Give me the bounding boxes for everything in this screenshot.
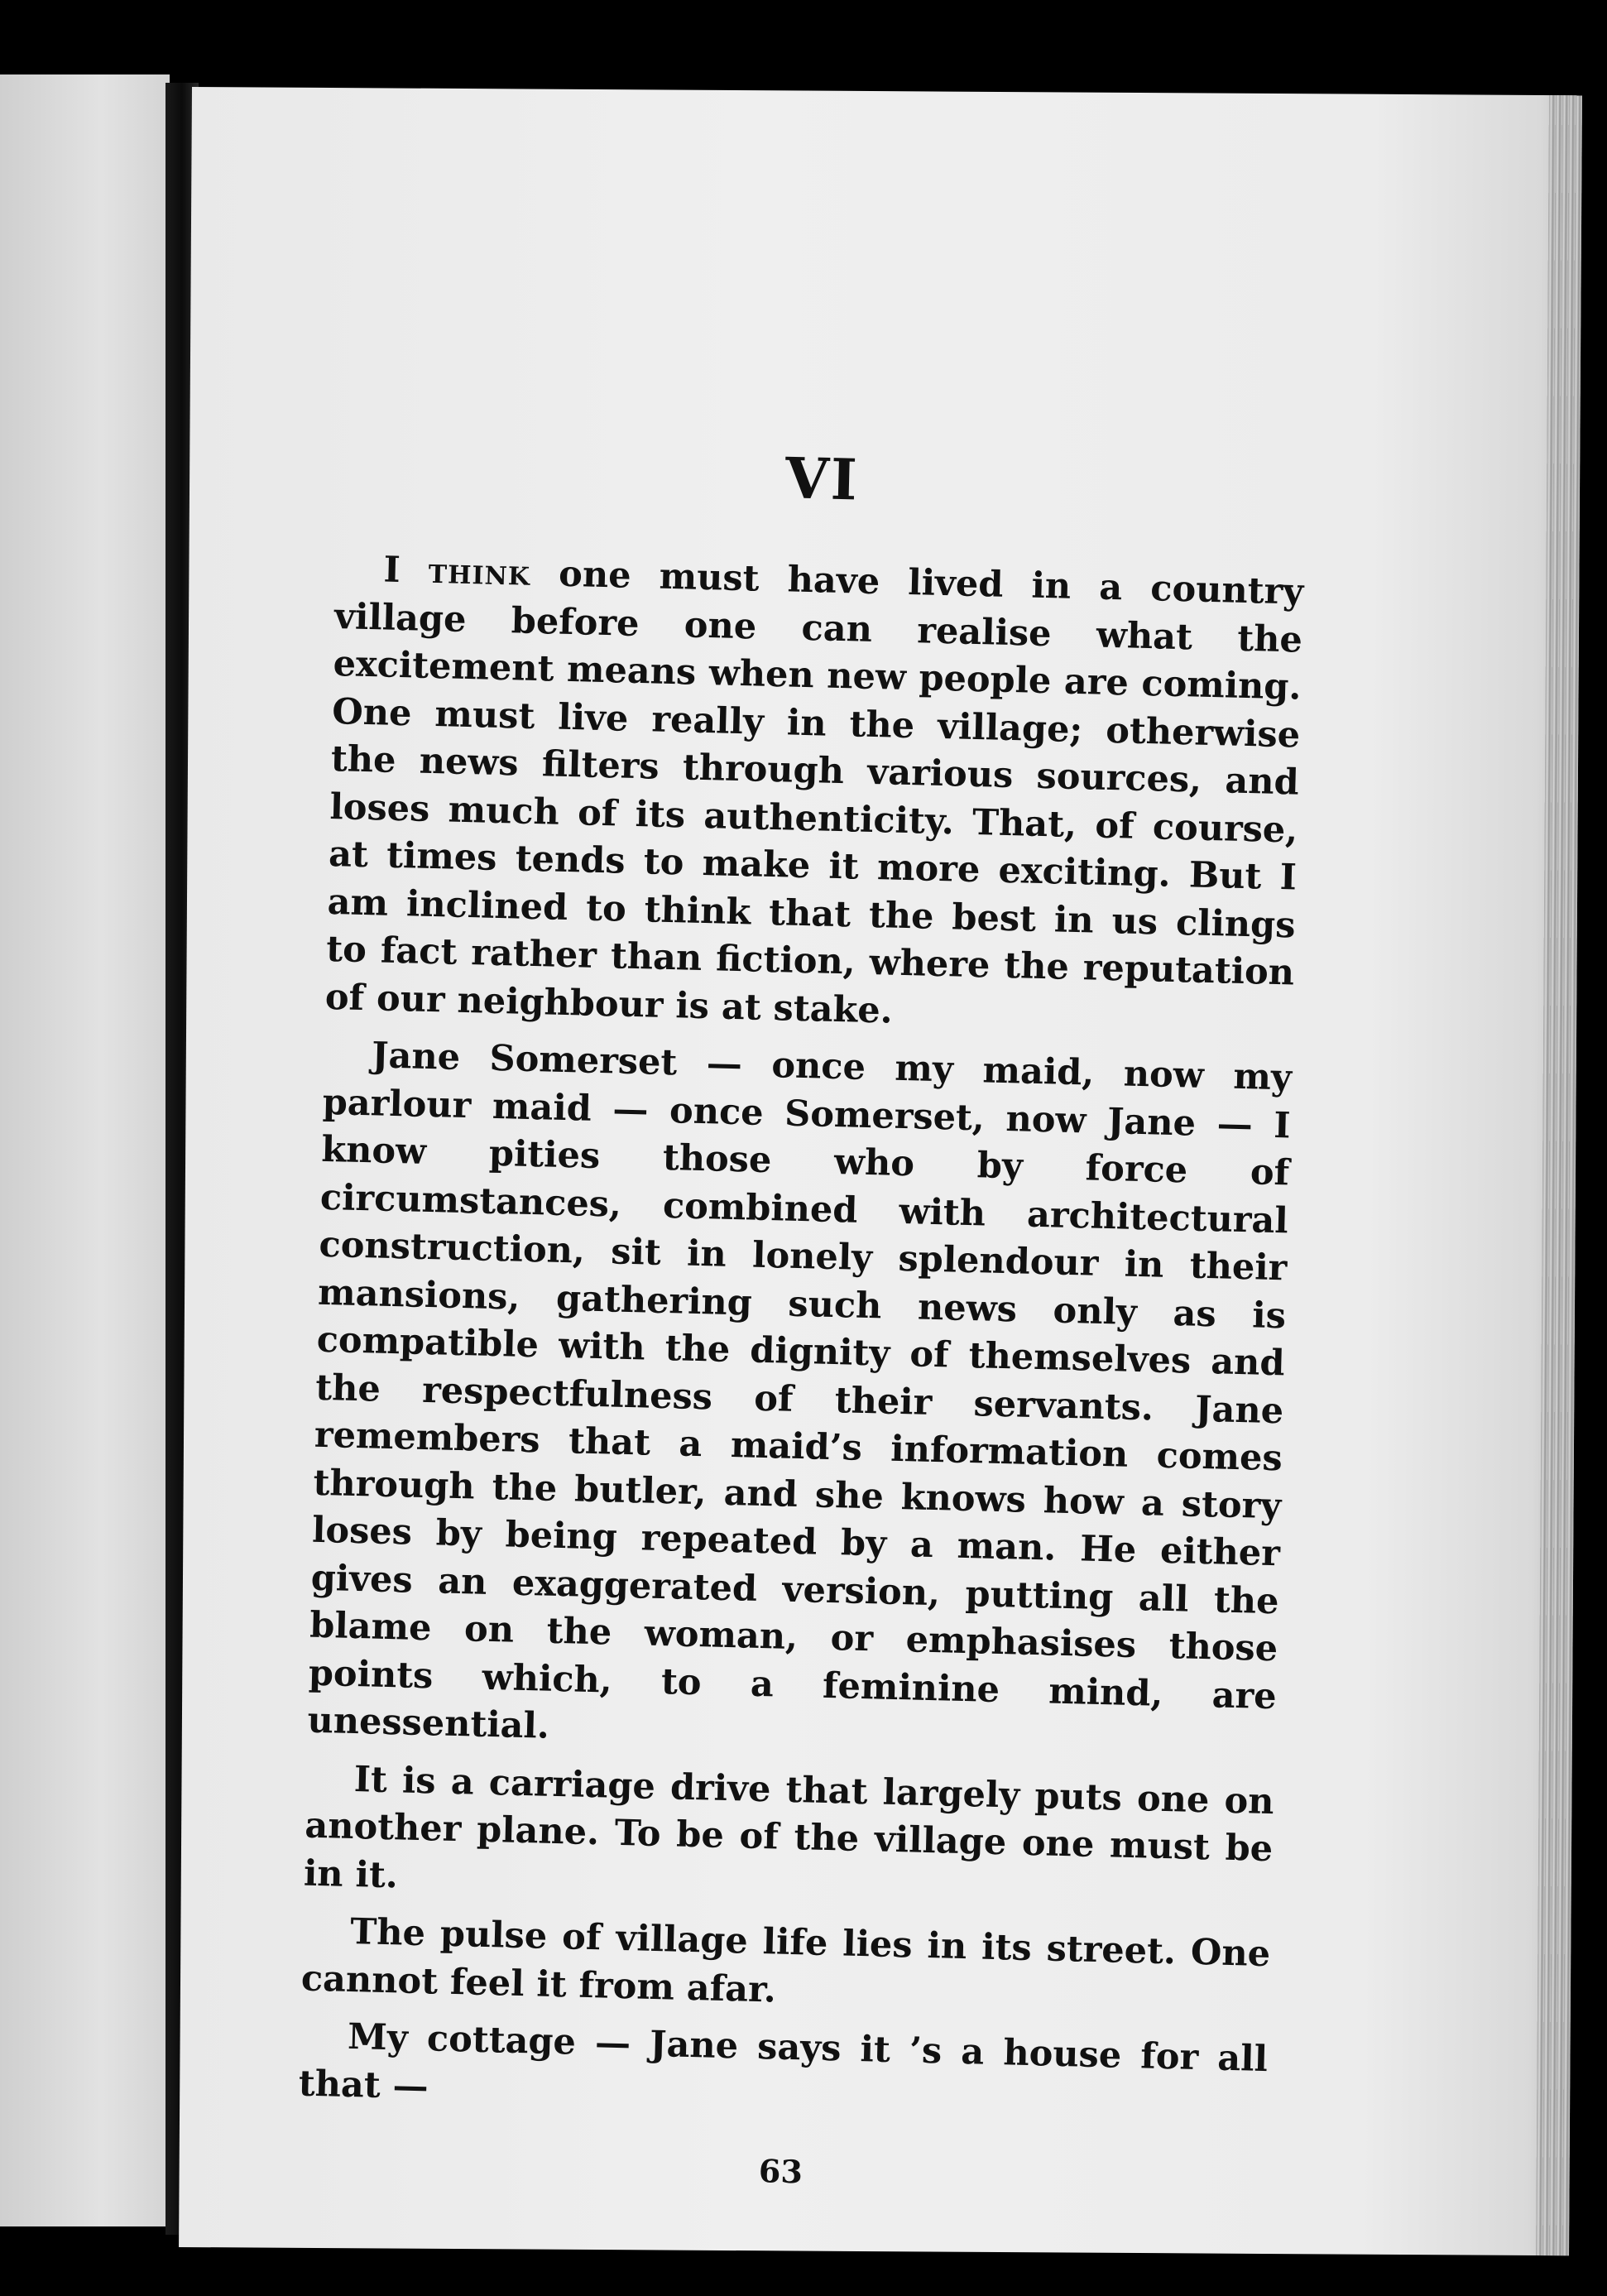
book-page [179, 87, 1582, 2255]
page-fore-edge [1536, 95, 1582, 2255]
paragraph: My cottage — Jane says it ’s a house for all that — [298, 2015, 1269, 2107]
paragraph [324, 545, 1304, 1045]
paragraph: It is a carriage drive that largely puts one on another plane. To be of the village one must be in it. [303, 1758, 1275, 1896]
paragraph-lead: I [382, 549, 401, 591]
paragraph: Jane Somerset — once my maid, now my parlour maid — once Somerset, now Jane — I know pities those who by force of circumstances, combined with architectural construction, sit in lonely splendour in their mansions, gathering such news only as is compatible with the dignity of themselves and the respectfulness of their servants. Jane remembers that a maid’s information comes through the butler, and she knows how a story loses by being repeated by a man. He either gives an exaggerated version, putting all the blame on the woman, or emphasises those points which, to a feminine mind, are unessential. [306, 1035, 1293, 1747]
paragraph: The pulse of village life lies in its street. One cannot feel it from afar. [300, 1910, 1271, 2011]
page-text-block [296, 440, 1307, 2202]
page-number: 63 [758, 2152, 804, 2191]
paragraph-text: one must have lived in a country village before one can realise what the excitement means when new people are coming. One must live really in the village; otherwise the news filters through various sources, and loses much of its authenticity. That, of course, at times tends to make it more exciting. But I am inclined to think that the best in us clings to fact rather than fiction, where the reputation of our neighbour is at stake. [324, 552, 1304, 1032]
chapter-heading: VI [784, 445, 860, 514]
facing-page-edge [0, 74, 170, 2226]
paragraph-lead-smallcaps: think [428, 550, 531, 594]
